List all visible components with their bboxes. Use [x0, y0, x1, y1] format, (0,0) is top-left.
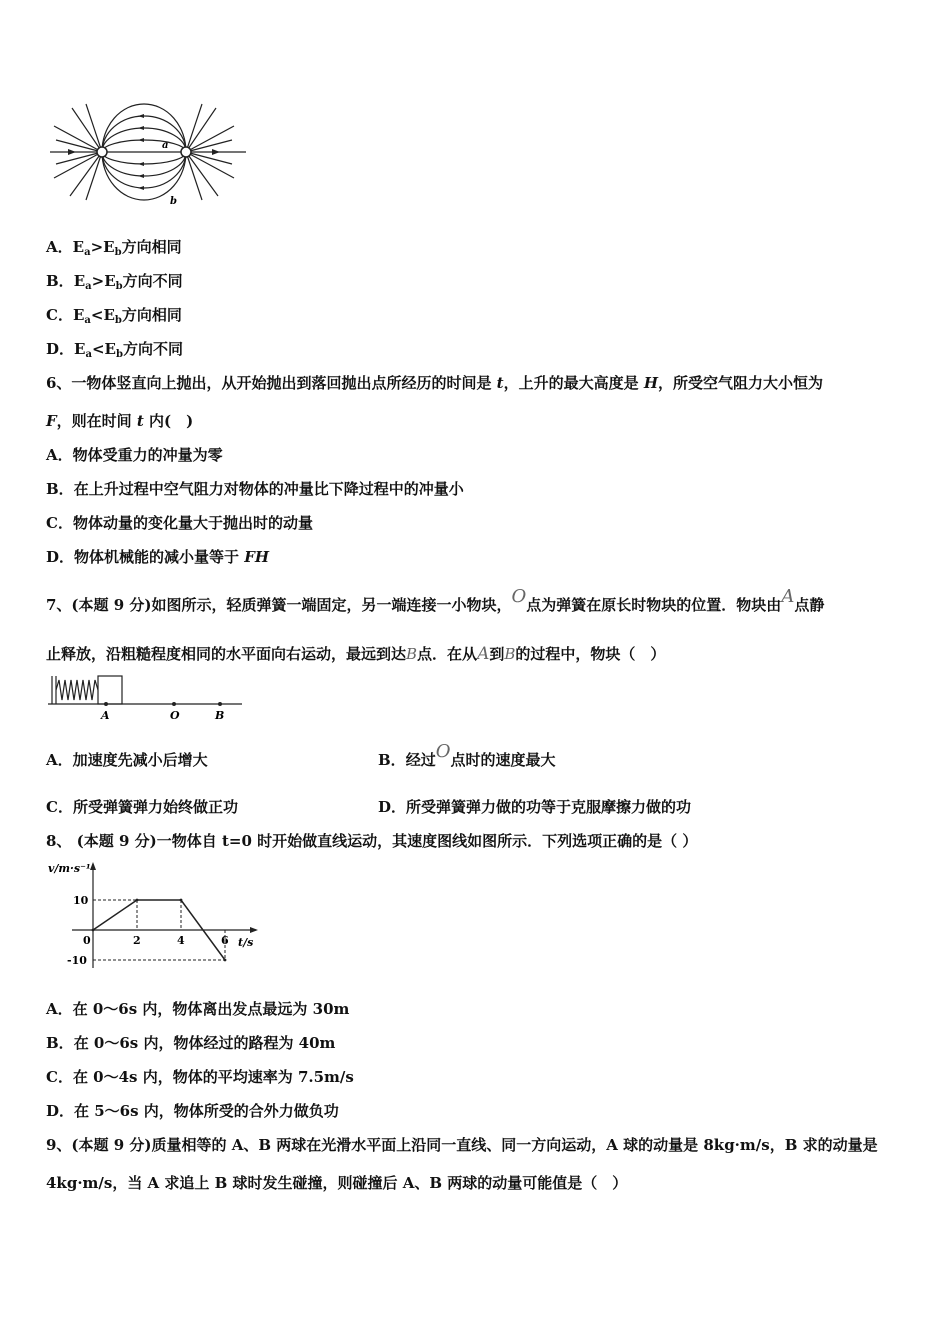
q8-option-d[interactable]: D．在 5～6s 内，物体所受的合外力做负功 — [46, 1102, 339, 1120]
spring-block-figure — [46, 672, 246, 724]
chart-y-arrow — [90, 862, 96, 870]
q5-option-b[interactable]: B．$E_a>E_b$方向不同 — [46, 272, 183, 292]
q8-option-a[interactable]: A．在 0～6s 内，物体离出发点最远为 30m — [46, 1000, 350, 1018]
data-point-0 — [92, 929, 95, 932]
velocity-time-chart — [46, 858, 262, 970]
q8-option-c[interactable]: C．在 0～4s 内，物体的平均速率为 7.5m/s — [46, 1068, 354, 1086]
point-b-label: b — [170, 196, 177, 207]
point-a-label: a — [162, 140, 169, 151]
q8-option-b[interactable]: B．在 0～6s 内，物体经过的路程为 40m — [46, 1034, 336, 1052]
q6-stem-line2: F，则在时间 t 内( ) — [46, 412, 194, 430]
chart-x-arrow — [250, 927, 258, 933]
q7-option-b[interactable]: B．经过O点时的速度最大 — [378, 741, 556, 769]
q6-option-a[interactable]: A．物体受重力的冲量为零 — [46, 446, 223, 464]
q6-option-d[interactable]: D．物体机械能的减小量等于 FH — [46, 548, 270, 566]
y-tick--10: -10 — [67, 954, 87, 967]
y-tick-10: 10 — [73, 894, 89, 907]
q6-stem-line1: 6、一物体竖直向上抛出，从开始抛出到落回抛出点所经历的时间是 t，上升的最大高度是 H，所受空气阻力大小恒为 — [46, 374, 824, 392]
q7-stem-line1: 7、(本题 9 分)如图所示，轻质弹簧一端固定，另一端连接一小物块，O点为弹簧在原长时物块的位置．物块由A点静 — [46, 586, 825, 614]
q6-option-c[interactable]: C．物体动量的变化量大于抛出时的动量 — [46, 514, 313, 532]
spring-label-a: A — [101, 709, 110, 722]
x-tick-0: 0 — [83, 934, 91, 947]
data-point-3 — [224, 959, 227, 962]
electric-field-figure — [46, 96, 252, 208]
x-tick-6: 6 — [221, 934, 229, 947]
data-point-1 — [136, 899, 139, 902]
chart-xlabel: t/s — [238, 936, 254, 949]
q5-option-a[interactable]: A．$E_a>E_b$方向相同 — [46, 238, 182, 258]
q5-option-d[interactable]: D．$E_a<E_b$方向不同 — [46, 340, 183, 360]
q7-option-d[interactable]: D．所受弹簧弹力做的功等于克服摩擦力做的功 — [378, 798, 692, 816]
spring-label-o: O — [170, 709, 180, 722]
q7-stem-line2: 止释放，沿粗糙程度相同的水平面向右运动，最远到达B点．在从A到B的过程中，物块（ ） — [46, 644, 666, 664]
chart-ylabel: v/m·s⁻¹ — [48, 862, 91, 875]
spring-label-b: B — [215, 709, 225, 722]
q7-option-c[interactable]: C．所受弹簧弹力始终做正功 — [46, 798, 238, 816]
q9-stem-line1: 9、(本题 9 分)质量相等的 A、B 两球在光滑水平面上沿同一直线、同一方向运动，A 球的动量是 8kg·m/s，B 求的动量是 — [46, 1136, 878, 1154]
q5-option-c[interactable]: C．$E_a<E_b$方向相同 — [46, 306, 182, 326]
q7-option-a[interactable]: A．加速度先减小后增大 — [46, 751, 208, 769]
q8-stem: 8、 (本题 9 分)一物体自 t=0 时开始做直线运动，其速度图线如图所示．下列选项正确的是（ ） — [46, 832, 698, 850]
x-tick-2: 2 — [133, 934, 141, 947]
q6-option-b[interactable]: B．在上升过程中空气阻力对物体的冲量比下降过程中的冲量小 — [46, 480, 464, 498]
data-point-2 — [180, 899, 183, 902]
q9-stem-line2: 4kg·m/s，当 A 求追上 B 球时发生碰撞，则碰撞后 A、B 两球的动量可能值是（ ） — [46, 1174, 628, 1192]
x-tick-4: 4 — [177, 934, 185, 947]
